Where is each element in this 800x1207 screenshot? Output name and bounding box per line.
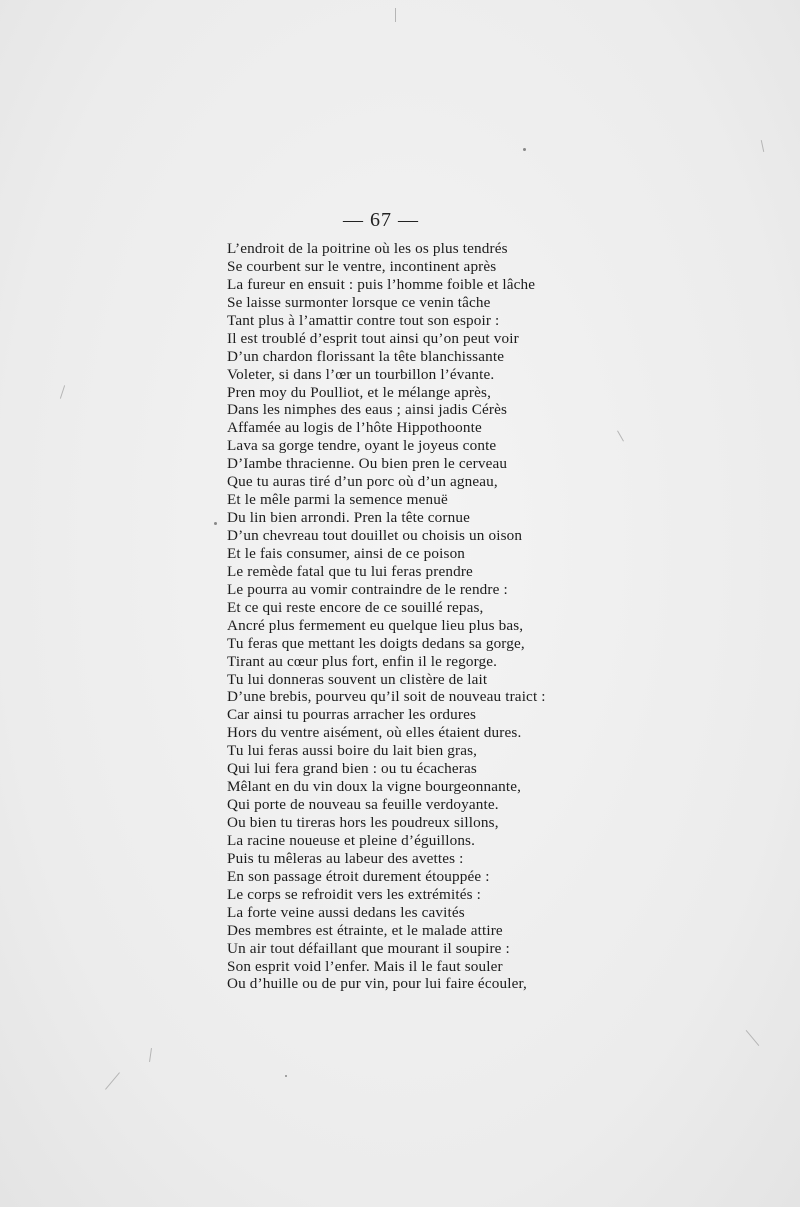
verse-line: La fureur en ensuit : puis l’homme foible et lâche (227, 275, 536, 293)
scan-speck (285, 1075, 287, 1077)
verse-line: Qui lui fera grand bien : ou tu écacheras (227, 760, 477, 778)
verse-line: Hors du ventre aisément, où elles étaient dures. (227, 724, 522, 742)
verse-line: Du lin bien arrondi. Pren la tête cornue (227, 509, 471, 527)
verse-line: Se laisse surmonter lorsque ce venin tâche (227, 293, 491, 311)
verse-line: Voleter, si dans l’œr un tourbillon l’évante. (227, 365, 495, 383)
verse-line: Le remède fatal que tu lui feras prendre (227, 562, 473, 580)
verse-line: D’une brebis, pourveu qu’il soit de nouveau traict : (227, 688, 546, 706)
scan-scratch (105, 1072, 120, 1089)
verse-line: Un air tout défaillant que mourant il soupire : (227, 939, 510, 957)
verse-line: Et le fais consumer, ainsi de ce poison (227, 544, 466, 562)
verse-line: Tu feras que mettant les doigts dedans sa gorge, (227, 634, 525, 652)
verse-line: Ou d’huille ou de pur vin, pour lui faire écouler, (227, 975, 528, 993)
verse-line: La forte veine aussi dedans les cavités (227, 903, 465, 921)
scan-speck (523, 148, 526, 151)
verse-line: Mêlant en du vin doux la vigne bourgeonnante, (227, 778, 522, 796)
verse-line: Car ainsi tu pourras arracher les ordures (227, 706, 477, 724)
verse-line: Affamée au logis de l’hôte Hippothoonte (227, 419, 482, 437)
scan-scratch (746, 1030, 760, 1046)
verse-line: Tu lui feras aussi boire du lait bien gras, (227, 742, 478, 760)
verse-line: Ou bien tu tireras hors les poudreux sillons, (227, 814, 499, 831)
scan-scratch (60, 385, 65, 399)
verse-line: Pren moy du Poulliot, et le mélange après, (227, 383, 492, 401)
verse-line: Le corps se refroidit vers les extrémités : (227, 885, 482, 903)
verse-line: Son esprit void l’enfer. Mais il le faut souler (227, 957, 503, 975)
verse-line: D’Iambe thracienne. Ou bien pren le cerveau (227, 455, 508, 473)
verse-line: Tant plus à l’amattir contre tout son espoir : (227, 311, 500, 329)
verse-line: Qui porte de nouveau sa feuille verdoyante. (227, 796, 499, 814)
verse-line: En son passage étroit durement étouppée : (227, 867, 490, 885)
verse-line: La racine noueuse et pleine d’éguillons. (227, 831, 476, 849)
page-number: — 67 — (343, 209, 419, 231)
scan-scratch (761, 140, 764, 152)
scan-scratch (395, 8, 396, 22)
verse-line: Et le mêle parmi la semence menuë (227, 491, 448, 509)
verse-line: Lava sa gorge tendre, oyant le joyeus conte (227, 437, 497, 455)
scan-speck (214, 522, 217, 525)
verse-line: Et ce qui reste encore de ce souillé repas, (227, 598, 484, 616)
verse-line: Tu lui donneras souvent un clistère de lait (227, 670, 488, 688)
verse-line: Que tu auras tiré d’un porc où d’un agneau, (227, 473, 498, 491)
verse-line: Le pourra au vomir contraindre de le rendre : (227, 580, 508, 598)
verse-line: Ancré plus fermement eu quelque lieu plus bas, (227, 616, 524, 634)
verse-line: Des membres est étrainte, et le malade attire (227, 921, 503, 939)
verse-line: Puis tu mêleras au labeur des avettes : (227, 849, 464, 867)
verse-line: L’endroit de la poitrine où les os plus tendrés (227, 240, 508, 257)
poem-text (227, 240, 787, 993)
verse-line: Il est troublé d’esprit tout ainsi qu’on peut voir (227, 329, 519, 347)
verse-line: Tirant au cœur plus fort, enfin il le regorge. (227, 652, 498, 670)
verse-line: Se courbent sur le ventre, incontinent après (227, 257, 497, 275)
verse-line: D’un chardon florissant la tête blanchissante (227, 347, 505, 365)
verse-line: Dans les nimphes des eaus ; ainsi jadis Cérès (227, 401, 508, 419)
scan-scratch (149, 1048, 152, 1062)
verse-line: D’un chevreau tout douillet ou choisis un oison (227, 527, 523, 544)
